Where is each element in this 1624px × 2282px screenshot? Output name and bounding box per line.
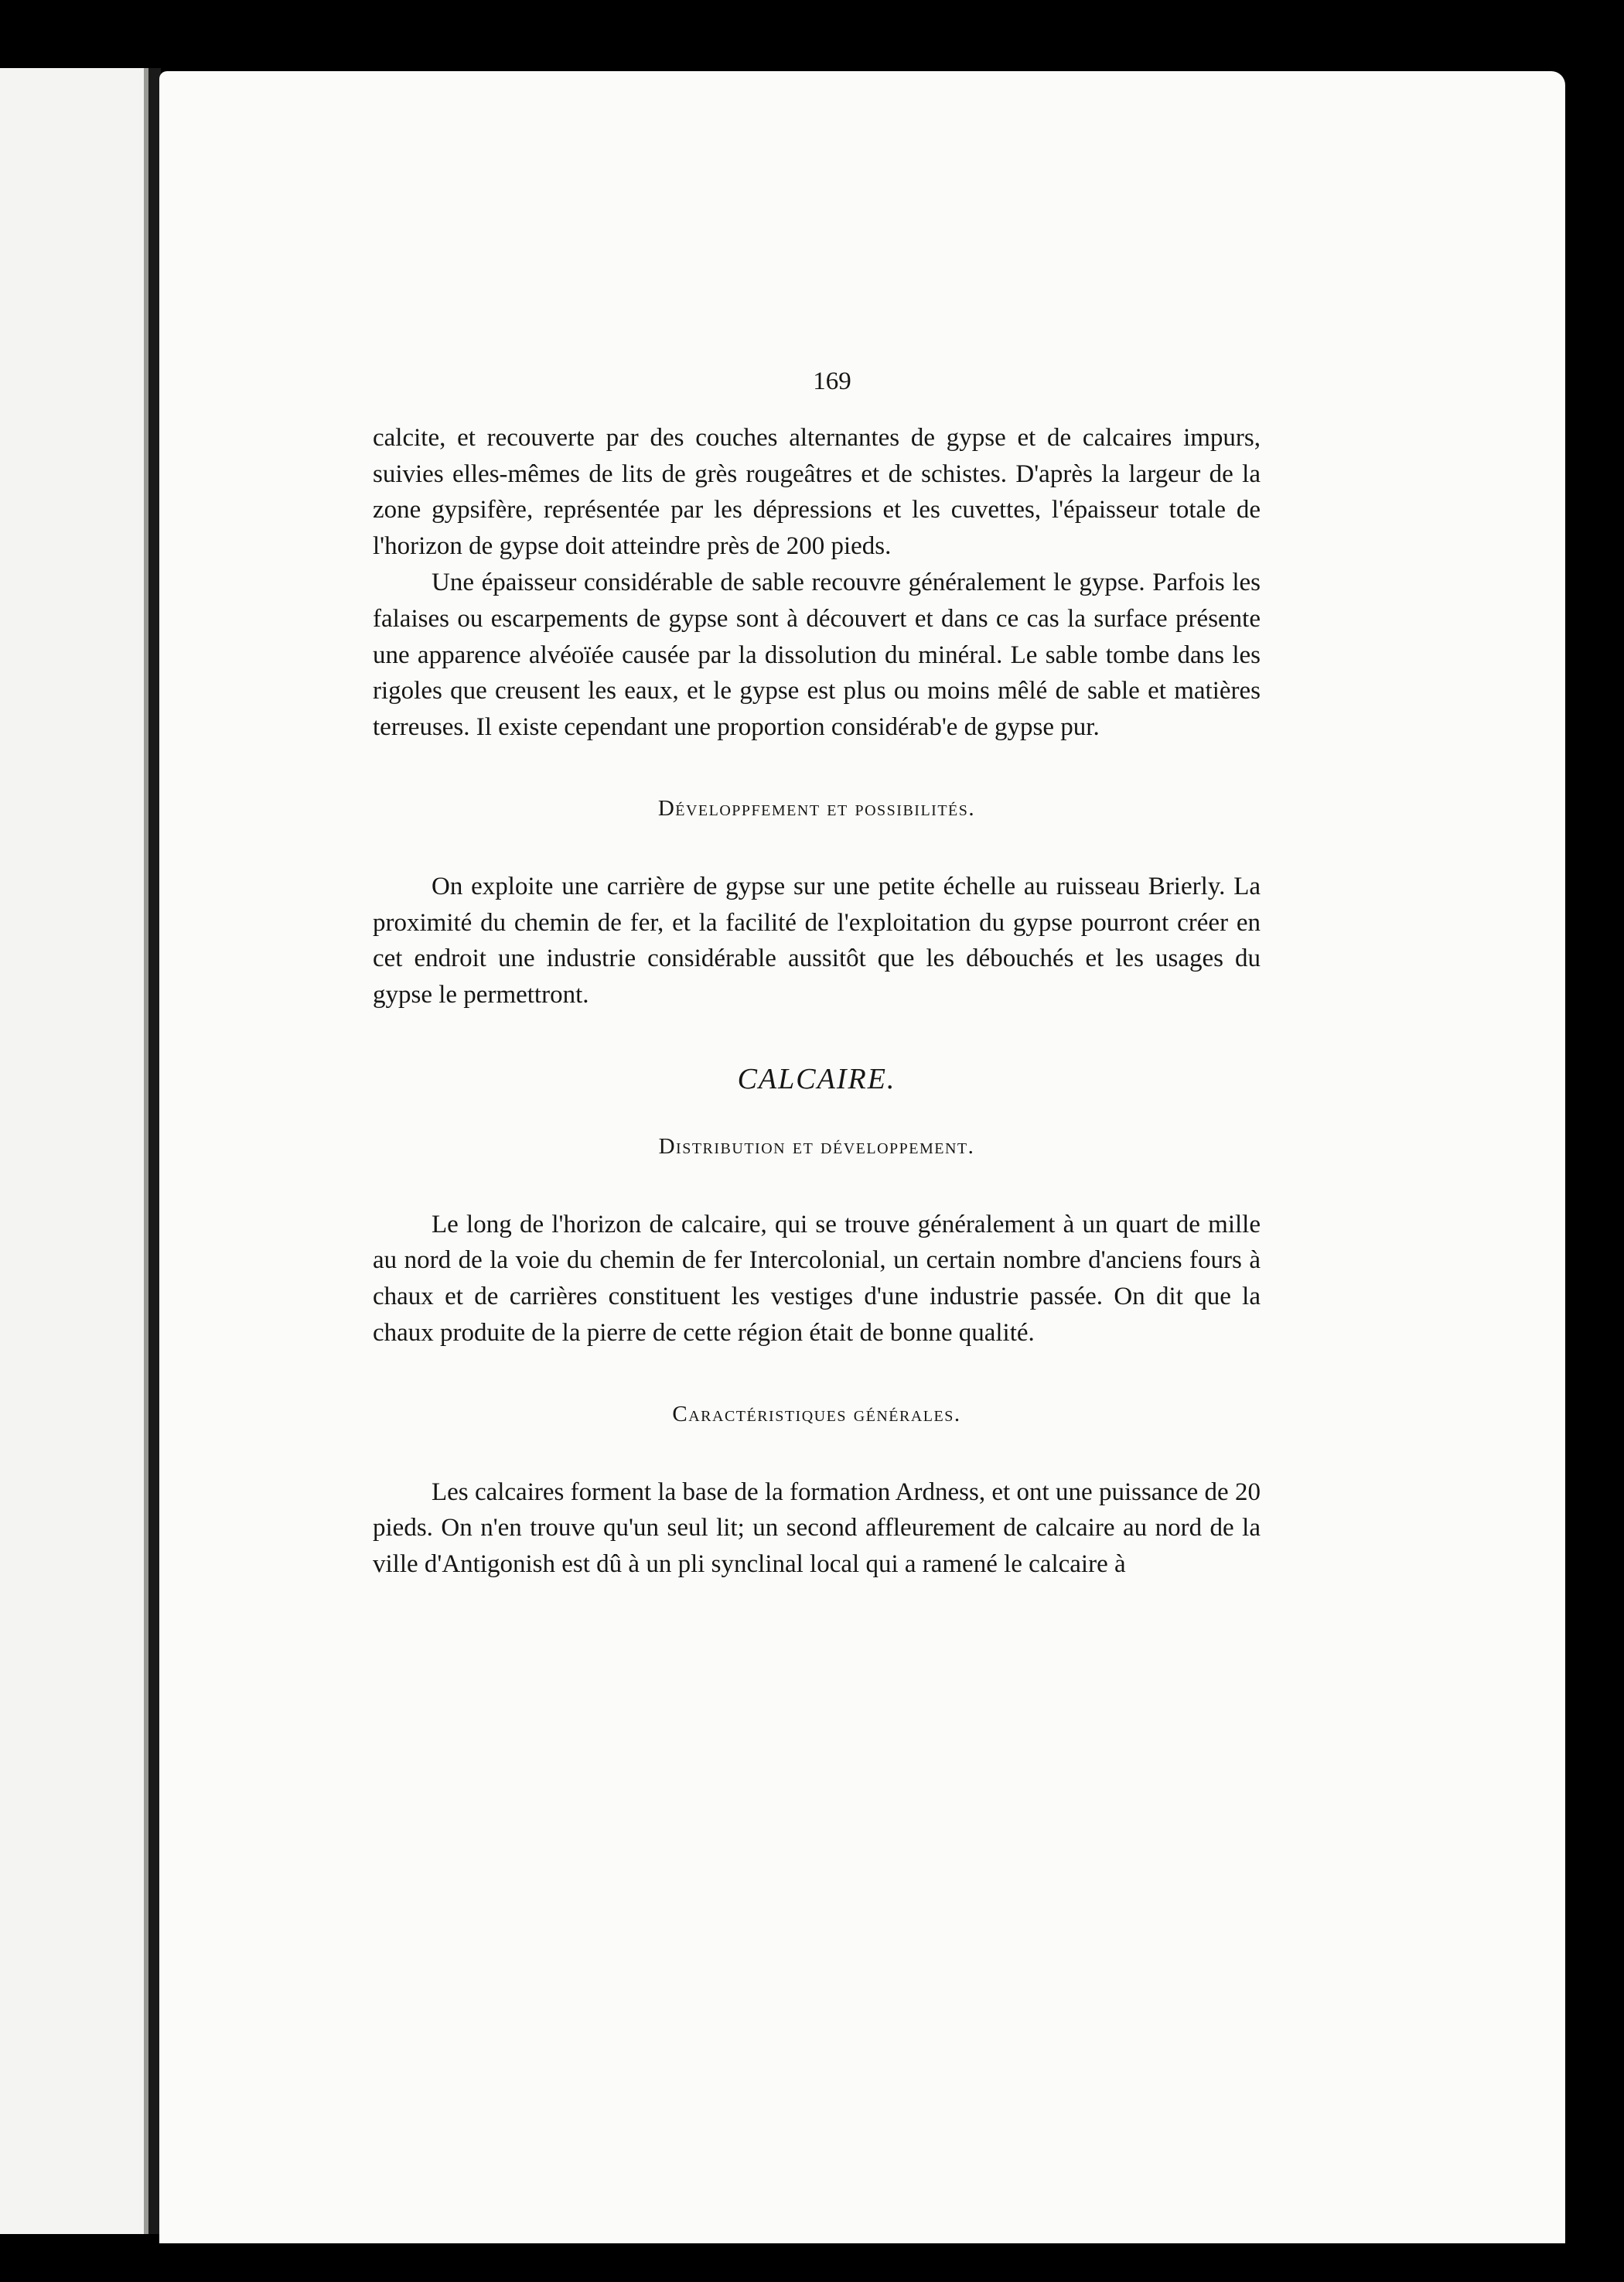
paragraph-gypsum-continued: calcite, et recouverte par des couches alternantes de gypse et de calcaires impurs, suivies elles-mêmes de lits de grès rougeâtres et de schistes. D'après la largeur de la zone gypsifère, représentée par les dépressions et les cuvettes, l'épaisseur totale de l'horizon de gypse doit atteindre près de 200 pieds. [373,423,1261,561]
heading-distribution-development: Distribution et développement. [658,1133,975,1159]
paragraph-limestone-horizon: Le long de l'horizon de calcaire, qui se trouve généralement à un quart de mille au nord de la voie du chemin de fer Intercolonial, un certain nombre d'anciens fours à chaux et de carrières constituent les vestiges d'une industrie passée. On dit que la chaux produite de la pierre de cette région était de bonne qualité. [373,1210,1261,1347]
heading-development-possibilities: Développfement et possibilités. [657,795,976,821]
page-text [373,364,1261,1583]
page-number: 169 [813,367,851,395]
previous-page-edge [0,68,148,2234]
section-title-calcaire: CALCAIRE. [737,1062,896,1095]
paragraph-sand-cover: Une épaisseur considérable de sable recouvre généralement le gypse. Parfois les falaises ou escarpements de gypse sont à découvert et dans ce cas la surface présente une apparence alvéoïée causée par la dissolution du minéral. Le sable tombe dans les rigoles que creusent les eaux, et le gypse est plus ou moins mêlé de sable et matières terreuses. Il existe cependant une proportion considérab'e de gypse pur. [373,568,1261,742]
paragraph-ardness-formation: Les calcaires forment la base de la formation Ardness, et ont une puissance de 20 pieds. On n'en trouve qu'un seul lit; un second affleurement de calcaire au nord de la ville d'Antigonish est dû à un pli synclinal local qui a ramené le calcaire à [373,1477,1261,1579]
heading-general-characteristics: Caractéristiques générales. [672,1401,961,1426]
paragraph-quarry: On exploite une carrière de gypse sur une petite échelle au ruisseau Brierly. La proximité du chemin de fer, et la facilité de l'exploitation du gypse pourront créer en cet endroit une industrie considérable aussitôt que les débouchés et les usages du gypse le permettront. [373,872,1261,1009]
